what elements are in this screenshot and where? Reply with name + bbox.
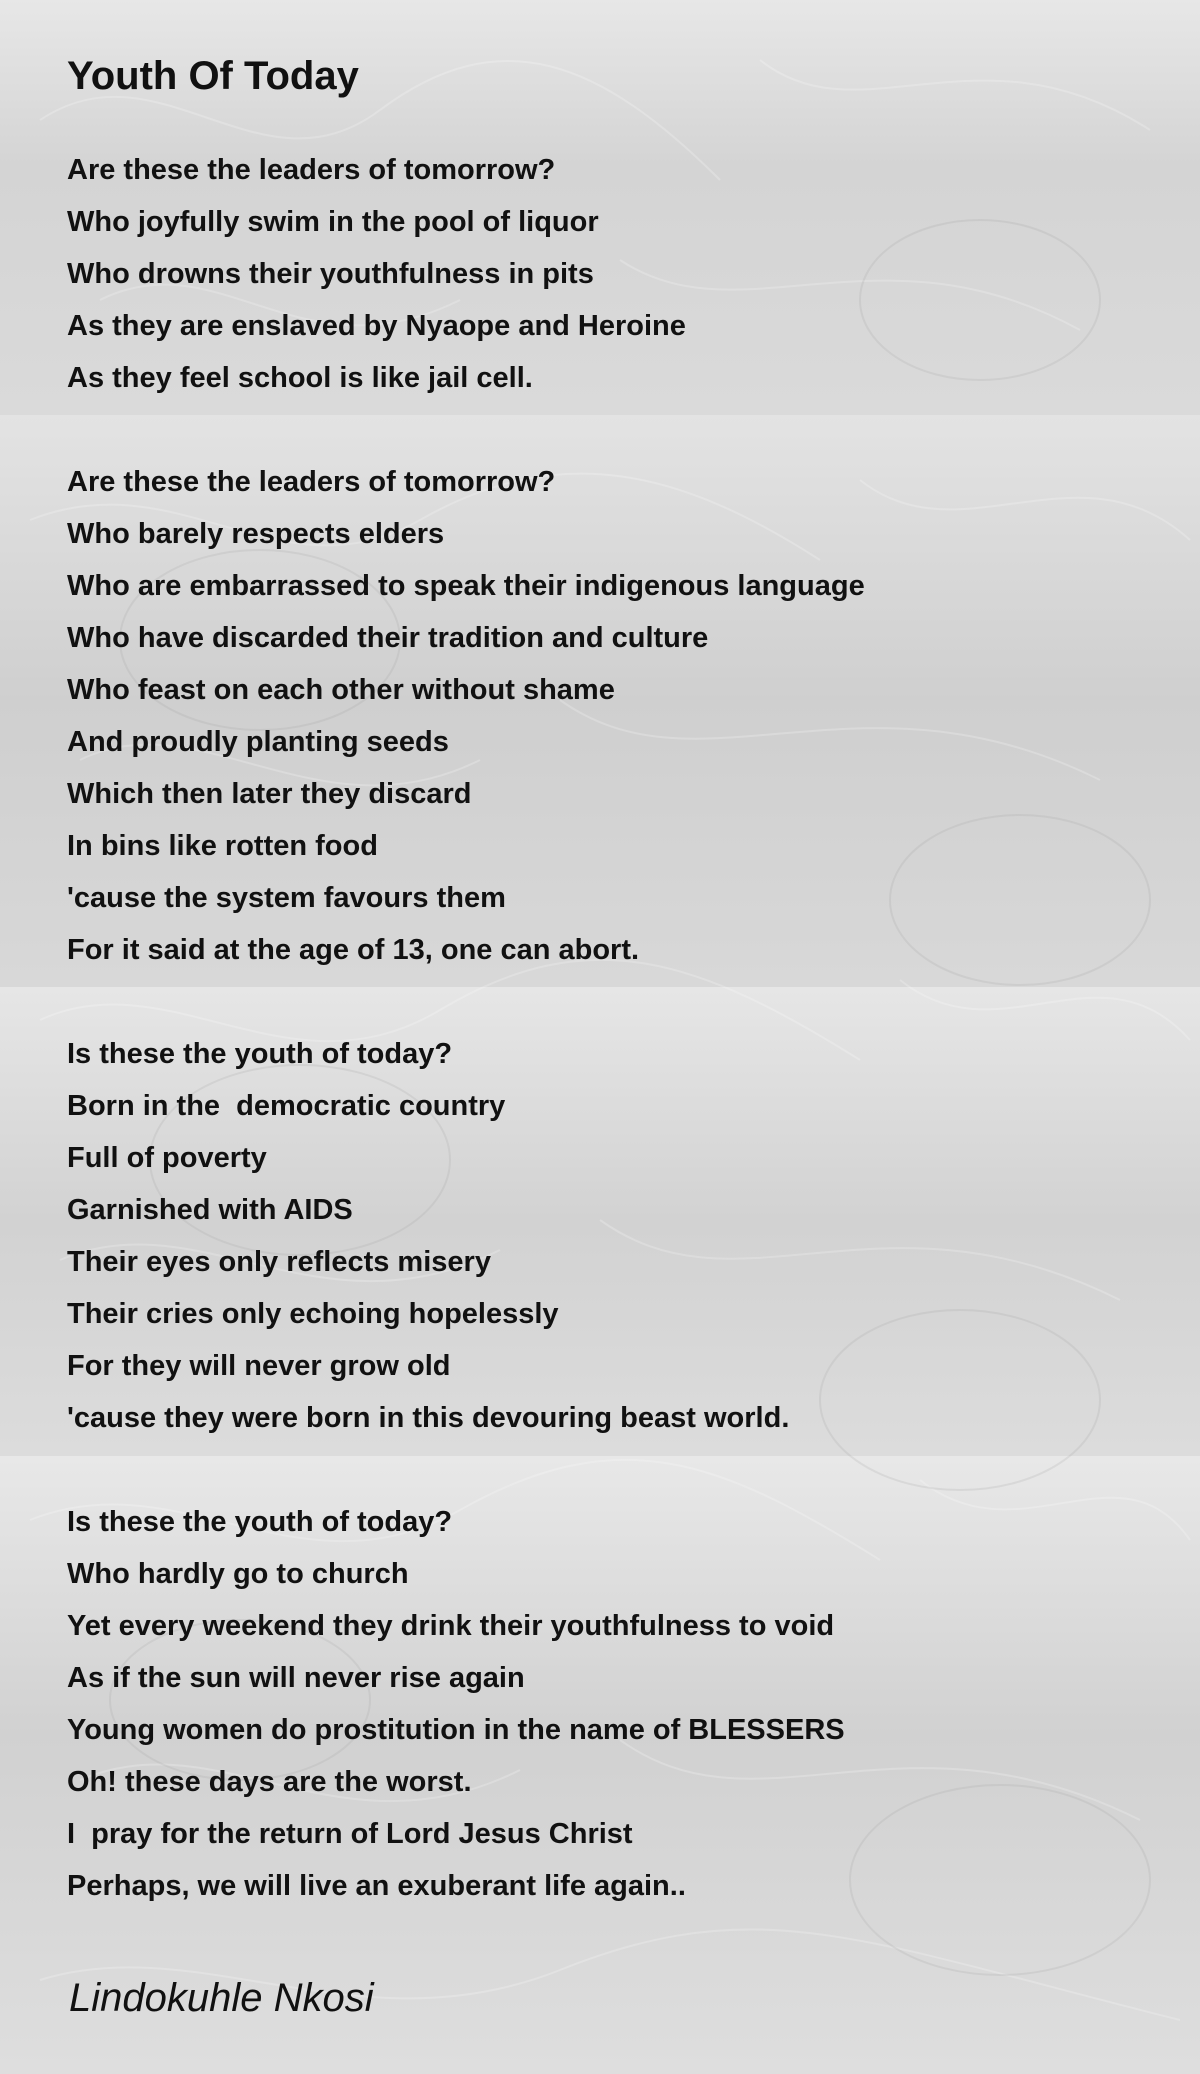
poem-line: Who hardly go to church [67,1558,409,1590]
stanza-1 [67,144,1147,404]
poem-line: I pray for the return of Lord Jesus Christ [67,1818,633,1850]
poem-line: Who are embarrassed to speak their indigenous language [67,570,865,602]
poem-line: 'cause they were born in this devouring beast world. [67,1402,790,1434]
poem-line: Their cries only echoing hopelessly [67,1298,559,1330]
poem-line: Is these the youth of today? [67,1506,453,1538]
poem-line: Young women do prostitution in the name of BLESSERS [67,1714,845,1746]
stanza-gap [67,1444,1147,1496]
poem-line: Perhaps, we will live an exuberant life again.. [67,1870,686,1902]
poem-line: Is these the youth of today? [67,1038,453,1070]
poem-line: Who have discarded their tradition and culture [67,622,709,654]
stanza-4 [67,1496,1147,1912]
poem-line: As they are enslaved by Nyaope and Heroine [67,310,686,342]
poem-title: Youth Of Today [67,54,359,98]
poem-line: Born in the democratic country [67,1090,506,1122]
poem-line: Who joyfully swim in the pool of liquor [67,206,599,238]
poem-line: As they feel school is like jail cell. [67,362,533,394]
poem-line: Who drowns their youthfulness in pits [67,258,594,290]
stanza-gap [67,404,1147,456]
stanza-gap [67,976,1147,1028]
poem-line: Who feast on each other without shame [67,674,615,706]
poem-line: Are these the leaders of tomorrow? [67,466,556,498]
stanza-3 [67,1028,1147,1444]
poem-line: And proudly planting seeds [67,726,449,758]
poem-line: As if the sun will never rise again [67,1662,525,1694]
poem-line: Oh! these days are the worst. [67,1766,472,1798]
stanza-2 [67,456,1147,976]
poem-author: Lindokuhle Nkosi [69,1976,374,2020]
poem-line: In bins like rotten food [67,830,378,862]
poem-line: Who barely respects elders [67,518,445,550]
poem-line: Are these the leaders of tomorrow? [67,154,556,186]
poem-line: 'cause the system favours them [67,882,506,914]
poem-line: Full of poverty [67,1142,267,1174]
poem-line: Garnished with AIDS [67,1194,353,1226]
poem-line: For it said at the age of 13, one can abort. [67,934,640,966]
poem-line: For they will never grow old [67,1350,451,1382]
poem-line: Which then later they discard [67,778,472,810]
poem-line: Yet every weekend they drink their youthfulness to void [67,1610,835,1642]
poem-line: Their eyes only reflects misery [67,1246,491,1278]
poem-body [67,48,1147,1912]
